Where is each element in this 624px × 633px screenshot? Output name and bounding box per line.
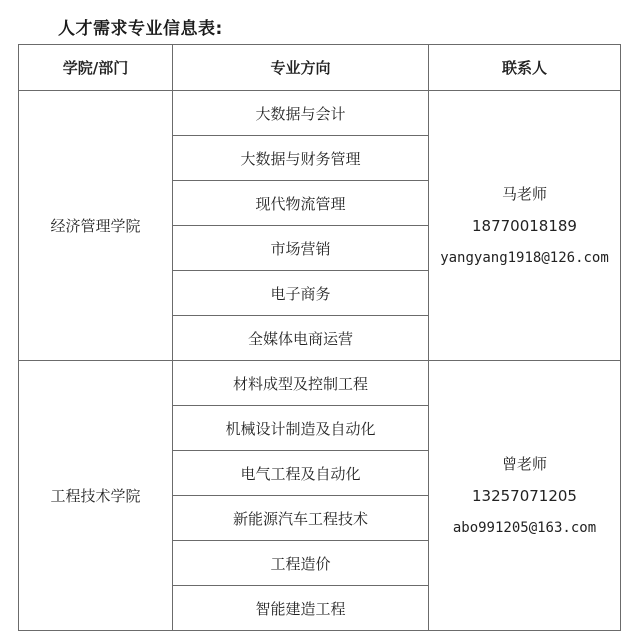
major-cell: 智能建造工程 <box>173 586 429 631</box>
major-cell: 电气工程及自动化 <box>173 451 429 496</box>
major-cell: 材料成型及控制工程 <box>173 361 429 406</box>
document-title: 人才需求专业信息表: <box>58 19 223 39</box>
major-cell: 机械设计制造及自动化 <box>173 406 429 451</box>
contact-phone: 13257071205 <box>472 486 577 505</box>
header-contact: 联系人 <box>429 45 621 91</box>
contact-email: yangyang1918@126.com <box>440 249 609 266</box>
major-cell: 大数据与会计 <box>173 91 429 136</box>
table-header-row <box>19 45 621 91</box>
contact-name: 曾老师 <box>501 454 547 473</box>
table-row <box>19 91 621 136</box>
contact-cell <box>429 91 621 361</box>
table-row <box>19 361 621 406</box>
major-cell: 工程造价 <box>173 541 429 586</box>
major-cell: 电子商务 <box>173 271 429 316</box>
header-major: 专业方向 <box>173 45 429 91</box>
major-cell: 现代物流管理 <box>173 181 429 226</box>
major-cell: 市场营销 <box>173 226 429 271</box>
major-cell: 新能源汽车工程技术 <box>173 496 429 541</box>
major-cell: 全媒体电商运营 <box>173 316 429 361</box>
contact-name: 马老师 <box>501 184 547 203</box>
header-department: 学院/部门 <box>19 45 173 91</box>
talent-demand-table <box>18 44 621 631</box>
major-cell: 大数据与财务管理 <box>173 136 429 181</box>
department-cell: 工程技术学院 <box>19 361 173 631</box>
department-cell: 经济管理学院 <box>19 91 173 361</box>
contact-email: abo991205@163.com <box>452 519 597 536</box>
contact-phone: 18770018189 <box>472 216 577 235</box>
contact-cell <box>429 361 621 631</box>
